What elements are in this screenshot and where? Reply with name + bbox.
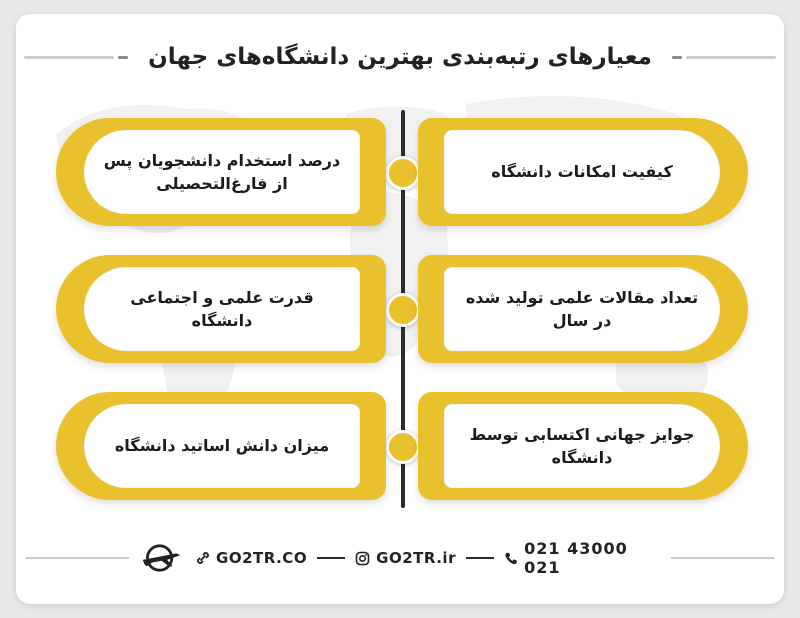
website-link[interactable] bbox=[196, 549, 307, 567]
criterion-card-right-3 bbox=[418, 392, 748, 500]
instagram-icon bbox=[355, 551, 370, 566]
footer bbox=[16, 539, 784, 577]
criterion-card-left-1 bbox=[56, 118, 386, 226]
footer-separator bbox=[466, 557, 494, 559]
title-decor-line bbox=[686, 56, 776, 59]
criterion-text: تعداد مقالات علمی تولید شده در سال bbox=[444, 267, 720, 351]
timeline-node bbox=[386, 430, 420, 464]
title-decor-dash bbox=[672, 56, 682, 59]
criterion-text: جوایز جهانی اکتسابی توسط دانشگاه bbox=[444, 404, 720, 488]
footer-decor-line bbox=[26, 557, 129, 559]
timeline-node bbox=[386, 293, 420, 327]
criterion-text: میزان دانش اساتید دانشگاه bbox=[84, 404, 360, 488]
title-decor-dash bbox=[118, 56, 128, 59]
title-row bbox=[16, 40, 784, 74]
title-decor-line bbox=[24, 56, 114, 59]
infographic-card bbox=[16, 14, 784, 604]
criterion-card-left-2 bbox=[56, 255, 386, 363]
plane-logo-icon bbox=[139, 543, 182, 573]
instagram-text: GO2TR.ir bbox=[376, 549, 456, 567]
instagram-link[interactable] bbox=[355, 549, 456, 567]
criterion-text: قدرت علمی و اجتماعی دانشگاه bbox=[84, 267, 360, 351]
phone-link[interactable] bbox=[504, 539, 661, 577]
criterion-card-right-1 bbox=[418, 118, 748, 226]
phone-icon bbox=[504, 551, 518, 566]
criterion-card-left-3 bbox=[56, 392, 386, 500]
page-title: معیارهای رتبه‌بندی بهترین دانشگاه‌های جهان bbox=[148, 44, 652, 70]
website-text: GO2TR.CO bbox=[216, 549, 308, 567]
timeline-node bbox=[386, 156, 420, 190]
link-icon bbox=[196, 551, 210, 565]
criterion-text: درصد استخدام دانشجویان پس از فارغ‌التحصیلی bbox=[84, 130, 360, 214]
criterion-text: کیفیت امکانات دانشگاه bbox=[444, 130, 720, 214]
footer-separator bbox=[317, 557, 345, 559]
phone-text: 021 43000 021 bbox=[524, 539, 628, 577]
footer-decor-line bbox=[671, 557, 774, 559]
criterion-card-right-2 bbox=[418, 255, 748, 363]
